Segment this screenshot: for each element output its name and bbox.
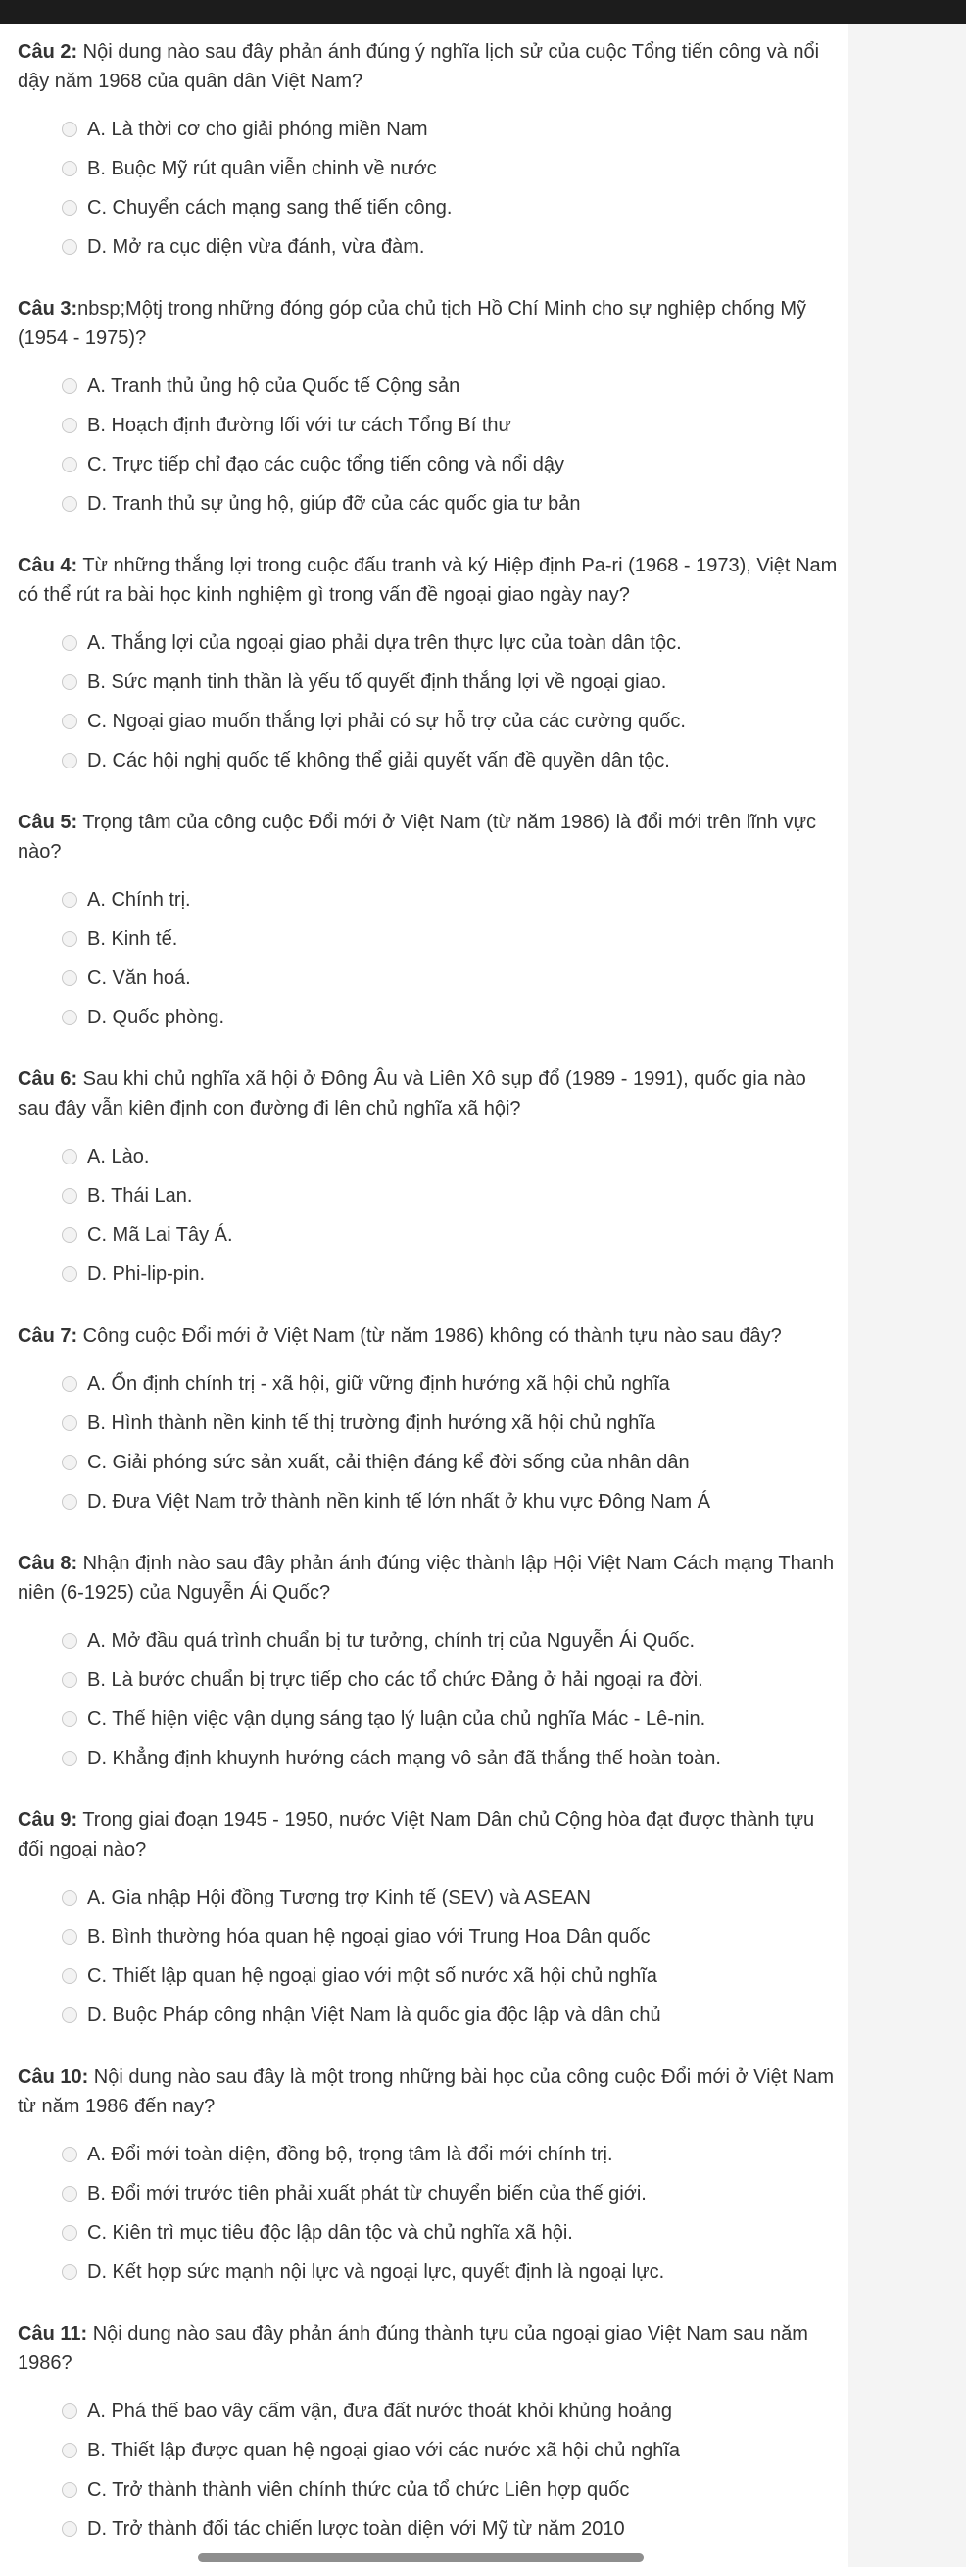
answer-option-label: D. Trở thành đối tác chiến lược toàn diện với Mỹ từ năm 2010 (87, 2517, 625, 2540)
radio-button[interactable] (62, 161, 77, 176)
answer-option[interactable] (18, 484, 841, 523)
question-body: Trọng tâm của công cuộc Đổi mới ở Việt Nam (từ năm 1986) là đổi mới trên lĩnh vực nào? (18, 812, 816, 863)
answer-option[interactable] (18, 1996, 841, 2035)
answer-option-label: B. Thiết lập được quan hệ ngoại giao với các nước xã hội chủ nghĩa (87, 2439, 681, 2461)
answer-option[interactable] (18, 1957, 841, 1996)
radio-button[interactable] (62, 1633, 77, 1649)
radio-button[interactable] (62, 2482, 77, 2498)
answer-option[interactable] (18, 445, 841, 484)
question-block (18, 1065, 841, 1294)
radio-button[interactable] (62, 674, 77, 690)
answer-option[interactable] (18, 110, 841, 149)
answer-option-label: A. Gia nhập Hội đồng Tương trợ Kinh tế (SEV) và ASEAN (87, 1886, 591, 1908)
answer-option-label: B. Hoạch định đường lối với tư cách Tổng Bí thư (87, 414, 511, 436)
question-block (18, 1806, 841, 2035)
quiz-list (18, 37, 841, 2576)
radio-button[interactable] (62, 1929, 77, 1945)
answer-option[interactable] (18, 1739, 841, 1778)
answer-option[interactable] (18, 2431, 841, 2470)
radio-button[interactable] (62, 1968, 77, 1984)
radio-button[interactable] (62, 1672, 77, 1688)
radio-button[interactable] (62, 892, 77, 908)
answer-option-label: D. Buộc Pháp công nhận Việt Nam là quốc gia độc lập và dân chủ (87, 2004, 661, 2026)
answer-option[interactable] (18, 741, 841, 780)
question-block (18, 37, 841, 267)
answer-option[interactable] (18, 1215, 841, 1255)
question-number: Câu 4: (18, 555, 78, 576)
answer-option[interactable] (18, 1660, 841, 1700)
answer-option[interactable] (18, 188, 841, 227)
answer-option-label: D. Quốc phòng. (87, 1006, 225, 1028)
answer-option[interactable] (18, 2509, 841, 2549)
answer-option-label: A. Tranh thủ ủng hộ của Quốc tế Cộng sản (87, 374, 460, 397)
answer-option[interactable] (18, 959, 841, 998)
answer-option[interactable] (18, 1700, 841, 1739)
answer-option[interactable] (18, 1443, 841, 1482)
answer-option-label: B. Sức mạnh tinh thần là yếu tố quyết định thắng lợi về ngoại giao. (87, 670, 667, 693)
answer-option-label: A. Là thời cơ cho giải phóng miền Nam (87, 118, 428, 140)
radio-button[interactable] (62, 2186, 77, 2202)
answer-option[interactable] (18, 149, 841, 188)
radio-button[interactable] (62, 1890, 77, 1906)
answer-option-label: A. Lào. (87, 1145, 150, 1167)
radio-button[interactable] (62, 200, 77, 216)
answer-option-label: D. Phi-lip-pin. (87, 1263, 206, 1285)
radio-button[interactable] (62, 2521, 77, 2537)
answer-option-label: D. Đưa Việt Nam trở thành nền kinh tế lớn nhất ở khu vực Đông Nam Á (87, 1490, 711, 1512)
question-text (18, 551, 841, 610)
question-body: Nội dung nào sau đây phản ánh đúng ý nghĩa lịch sử của cuộc Tổng tiến công và nổi dậy năm 1968 của quân dân Việt Nam? (18, 41, 820, 92)
answer-option-label: A. Ổn định chính trị - xã hội, giữ vững định hướng xã hội chủ nghĩa (87, 1372, 670, 1395)
answer-option-label: B. Hình thành nền kinh tế thị trường định hướng xã hội chủ nghĩa (87, 1412, 656, 1434)
question-number: Câu 7: (18, 1325, 78, 1347)
answer-option-label: C. Giải phóng sức sản xuất, cải thiện đáng kể đời sống của nhân dân (87, 1451, 690, 1473)
answer-option[interactable] (18, 1255, 841, 1294)
radio-button[interactable] (62, 457, 77, 472)
question-text (18, 2319, 841, 2378)
radio-button[interactable] (62, 1711, 77, 1727)
answer-option-label: C. Mã Lai Tây Á. (87, 1223, 233, 1246)
answer-option[interactable] (18, 623, 841, 663)
answer-option-label: A. Mở đầu quá trình chuẩn bị tư tưởng, chính trị của Nguyễn Ái Quốc. (87, 1629, 695, 1652)
answer-option[interactable] (18, 1917, 841, 1957)
radio-button[interactable] (62, 714, 77, 729)
radio-button[interactable] (62, 2007, 77, 2023)
answer-option[interactable] (18, 663, 841, 702)
answer-option[interactable] (18, 880, 841, 919)
answer-option[interactable] (18, 2213, 841, 2253)
answer-option-label: C. Văn hoá. (87, 966, 191, 989)
radio-button[interactable] (62, 931, 77, 947)
answer-option[interactable] (18, 1482, 841, 1521)
question-number: Câu 2: (18, 41, 78, 63)
radio-button[interactable] (62, 1188, 77, 1204)
answer-option[interactable] (18, 2253, 841, 2292)
question-block (18, 294, 841, 523)
radio-button[interactable] (62, 1751, 77, 1766)
question-body: Từ những thắng lợi trong cuộc đấu tranh và ký Hiệp định Pa-ri (1968 - 1973), Việt Nam có thể rút ra bài học kinh nghiệm gì trong vấn đề ngoại giao ngày nay? (18, 555, 838, 606)
answer-option-label: A. Phá thế bao vây cấm vận, đưa đất nước thoát khỏi khủng hoảng (87, 2400, 672, 2422)
horizontal-scrollbar[interactable] (198, 2553, 644, 2562)
answer-option[interactable] (18, 2392, 841, 2431)
answer-option-label: A. Đổi mới toàn diện, đồng bộ, trọng tâm là đổi mới chính trị. (87, 2143, 613, 2165)
answer-option-label: A. Thắng lợi của ngoại giao phải dựa trên thực lực của toàn dân tộc. (87, 631, 682, 654)
answer-option-label: C. Thiết lập quan hệ ngoại giao với một số nước xã hội chủ nghĩa (87, 1964, 657, 1987)
question-block (18, 808, 841, 1037)
radio-button[interactable] (62, 970, 77, 986)
question-text (18, 294, 841, 353)
answer-option[interactable] (18, 998, 841, 1037)
answer-option[interactable] (18, 2174, 841, 2213)
radio-button[interactable] (62, 1455, 77, 1470)
answer-option[interactable] (18, 406, 841, 445)
answer-option-label: C. Thể hiện việc vận dụng sáng tạo lý luận của chủ nghĩa Mác - Lê-nin. (87, 1708, 706, 1730)
answer-option[interactable] (18, 1404, 841, 1443)
question-block (18, 1549, 841, 1778)
answer-option[interactable] (18, 702, 841, 741)
question-block (18, 2062, 841, 2292)
answer-option-label: C. Kiên trì mục tiêu độc lập dân tộc và chủ nghĩa xã hội. (87, 2221, 573, 2244)
answer-option-label: B. Bình thường hóa quan hệ ngoại giao với Trung Hoa Dân quốc (87, 1925, 651, 1948)
answer-option-label: A. Chính trị. (87, 888, 191, 911)
answer-option-label: C. Trực tiếp chỉ đạo các cuộc tổng tiến công và nổi dậy (87, 453, 564, 475)
answer-option-label: D. Tranh thủ sự ủng hộ, giúp đỡ của các quốc gia tư bản (87, 492, 581, 515)
answer-option-label: D. Các hội nghị quốc tế không thể giải quyết vấn đề quyền dân tộc. (87, 749, 670, 771)
answer-option[interactable] (18, 919, 841, 959)
question-text (18, 1806, 841, 1864)
answer-option-label: D. Mở ra cục diện vừa đánh, vừa đàm. (87, 235, 425, 258)
answer-option[interactable] (18, 1137, 841, 1176)
radio-button[interactable] (62, 378, 77, 394)
radio-button[interactable] (62, 1415, 77, 1431)
answer-option-label: B. Buộc Mỹ rút quân viễn chinh về nước (87, 157, 437, 179)
answer-option-label: B. Là bước chuẩn bị trực tiếp cho các tổ chức Đảng ở hải ngoại ra đời. (87, 1668, 703, 1691)
question-body: Nhận định nào sau đây phản ánh đúng việc thành lập Hội Việt Nam Cách mạng Thanh niên (6-1925) của Nguyễn Ái Quốc? (18, 1553, 835, 1604)
answer-option-label: C. Trở thành thành viên chính thức của tổ chức Liên hợp quốc (87, 2478, 630, 2501)
question-block (18, 551, 841, 780)
radio-button[interactable] (62, 239, 77, 255)
question-text (18, 37, 841, 96)
answer-option[interactable] (18, 367, 841, 406)
radio-button[interactable] (62, 1149, 77, 1164)
question-text (18, 808, 841, 867)
answer-option[interactable] (18, 2470, 841, 2509)
radio-button[interactable] (62, 1227, 77, 1243)
question-number: Câu 3: (18, 298, 78, 320)
question-body: Trong giai đoạn 1945 - 1950, nước Việt Nam Dân chủ Cộng hòa đạt được thành tựu đối ngoại nào? (18, 1809, 815, 1860)
answer-option[interactable] (18, 1364, 841, 1404)
question-number: Câu 6: (18, 1068, 78, 1090)
right-margin-panel (848, 24, 966, 2567)
radio-button[interactable] (62, 1494, 77, 1510)
answer-option-label: D. Khẳng định khuynh hướng cách mạng vô sản đã thắng thế hoàn toàn. (87, 1747, 721, 1769)
radio-button[interactable] (62, 2403, 77, 2419)
radio-button[interactable] (62, 1376, 77, 1392)
radio-button[interactable] (62, 1010, 77, 1025)
question-body: Công cuộc Đổi mới ở Việt Nam (từ năm 1986) không có thành tựu nào sau đây? (77, 1325, 782, 1347)
question-text (18, 2062, 841, 2121)
radio-button[interactable] (62, 1266, 77, 1282)
answer-option[interactable] (18, 1878, 841, 1917)
question-block (18, 1321, 841, 1521)
question-number: Câu 9: (18, 1809, 78, 1831)
question-body: Nội dung nào sau đây là một trong những bài học của công cuộc Đổi mới ở Việt Nam từ năm 1986 đến nay? (18, 2066, 835, 2117)
answer-option-label: D. Kết hợp sức mạnh nội lực và ngoại lực, quyết định là ngoại lực. (87, 2260, 665, 2283)
answer-option-label: B. Thái Lan. (87, 1184, 193, 1207)
answer-option-label: C. Ngoại giao muốn thắng lợi phải có sự hỗ trợ của các cường quốc. (87, 710, 686, 732)
question-number: Câu 10: (18, 2066, 89, 2088)
question-text (18, 1549, 841, 1608)
answer-option-label: B. Kinh tế. (87, 927, 178, 950)
answer-option[interactable] (18, 2135, 841, 2174)
radio-button[interactable] (62, 418, 77, 433)
radio-button[interactable] (62, 2443, 77, 2458)
question-block (18, 2319, 841, 2549)
radio-button[interactable] (62, 2147, 77, 2162)
question-number: Câu 5: (18, 812, 78, 833)
question-body: nbsp;Mộtj trong những đóng góp của chủ tịch Hồ Chí Minh cho sự nghiệp chống Mỹ (1954 - 1975)? (18, 298, 807, 349)
radio-button[interactable] (62, 2264, 77, 2280)
radio-button[interactable] (62, 2225, 77, 2241)
question-body: Sau khi chủ nghĩa xã hội ở Đông Âu và Liên Xô sụp đổ (1989 - 1991), quốc gia nào sau đây vẫn kiên định con đường đi lên chủ nghĩa xã hội? (18, 1068, 806, 1119)
question-number: Câu 8: (18, 1553, 78, 1574)
answer-option[interactable] (18, 227, 841, 267)
radio-button[interactable] (62, 122, 77, 137)
answer-option[interactable] (18, 1176, 841, 1215)
question-text (18, 1065, 841, 1123)
radio-button[interactable] (62, 496, 77, 512)
radio-button[interactable] (62, 753, 77, 768)
question-body: Nội dung nào sau đây phản ánh đúng thành tựu của ngoại giao Việt Nam sau năm 1986? (18, 2323, 808, 2374)
question-text (18, 1321, 841, 1351)
question-number: Câu 11: (18, 2323, 88, 2345)
answer-option-label: C. Chuyển cách mạng sang thế tiến công. (87, 196, 453, 219)
radio-button[interactable] (62, 635, 77, 651)
top-bar (0, 0, 966, 24)
answer-option[interactable] (18, 1621, 841, 1660)
answer-option-label: B. Đổi mới trước tiên phải xuất phát từ chuyển biến của thế giới. (87, 2182, 647, 2204)
